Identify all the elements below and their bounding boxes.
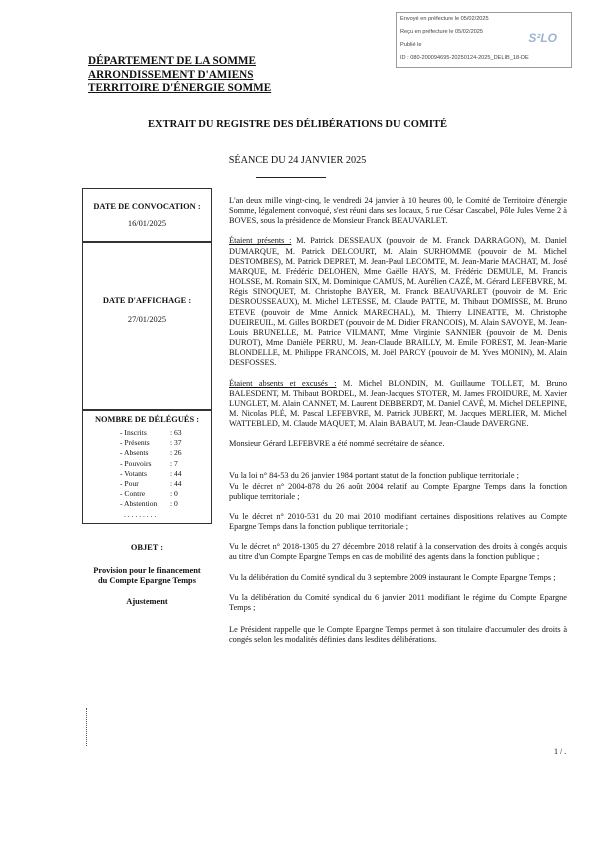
count-row: - Inscrits : 63 [120,428,182,437]
absents-list: M. Michel BLONDIN, M. Guillaume TOLLET, M. Bruno BALESDENT, M. Thibaut BORDEL, M. Jean-Jacques STOTER, M. James FROIDURE, M. Xavier LUNGLET, M. Alain CANNET, M. Laurent DEBBERDT, M. Daniel CAVÉ, M. Michel DELEPINE, M. Nicolas PLÉ, M. Pascal LEFEBVRE, M. Patrick JUBERT, M. Jacques MERLIER, M. Michel WATTEBLED, M. Claude MAQUET, M. Alain BABAUT, M. Jean-Claude DAVERGNE. [229,378,567,429]
stamp-published-line: Publié le [400,42,422,48]
affichage-date: 27/01/2025 [127,315,167,324]
dept-line-3: TERRITOIRE D'ÉNERGIE SOMME [88,82,272,94]
stamp-received-line: Reçu en préfecture le 05/02/2025 [400,29,484,35]
seance-date: SÉANCE DU 24 JANVIER 2025 [228,155,367,166]
presents-paragraph [229,236,567,368]
affichage-box [82,242,212,410]
count-row: - Absents : 26 [120,448,182,458]
margin-dotted-line [86,708,87,746]
delegues-label: NOMBRE DE DÉLÉGUÉS : [94,415,199,424]
convocation-label: DATE DE CONVOCATION : [93,202,201,211]
stamp-id-line: ID : 080-200094695-20250124-2025_DELIB_18-DE [400,55,529,61]
delegues-counts [120,428,182,520]
document-title: EXTRAIT DU REGISTRE DES DÉLIBÉRATIONS DU COMITÉ [148,119,447,130]
affichage-label: DATE D'AFFICHAGE : [102,296,192,305]
objet-line-2: du Compte Epargne Temps [98,576,196,585]
count-row: - Présents : 37 [120,438,182,448]
count-row: - Abstention : 0 [120,499,178,509]
rappel-paragraph: Le Président rappelle que le Compte Epargne Temps permet à son titulaire d'accumuler des droits à congés selon les modalités définies dans lesdites délibérations. [229,625,567,645]
dept-line-2: ARRONDISSEMENT D'AMIENS [88,68,254,81]
objet-section [82,543,212,607]
count-row: - Pour : 44 [120,479,182,489]
convocation-date: 16/01/2025 [127,219,167,228]
count-dots: . . . . . . . . . [124,509,157,519]
absents-paragraph [229,379,567,430]
count-row: - Votants : 44 [120,468,182,478]
dept-line-1: DÉPARTEMENT DE LA SOMME [88,55,256,67]
prefecture-stamp [396,12,572,68]
presents-label: Étaient présents : [229,236,292,246]
count-row: - Contre : 0 [120,489,178,499]
vu-deliberation-2011: Vu la délibération du Comité syndical du 6 janvier 2011 modifiant le régime du Compte Epargne Temps ; [229,592,567,612]
vu-decret-2010: Vu le décret n° 2010-531 du 20 mai 2010 modifiant certaines dispositions relatives au Compte Epargne Temps dans la fonction publique territoriale ; [229,511,567,532]
vu-decret-2018: Vu le décret n° 2018-1305 du 27 décembre 2018 relatif à la conservation des droits à congés acquis au titre d'un Compte Epargne Temps en cas de mobilité des agents dans la fonction publique ; [229,542,567,562]
intro-paragraph: L'an deux mille vingt-cinq, le vendredi 24 janvier à 10 heures 00, le Comité de Territoire d'énergie Somme, légalement convoqué, s'est réuni dans ses locaux, 5 rue César Cascabel, Pôle Jules Verne 2 à BOVES, sous la présidence de Monsieur Franck BEAUVARLET. [229,196,567,226]
s2lo-logo: S²LO [528,31,557,45]
absents-label: Étaient absents et excusés : [229,378,337,388]
presents-list: M. Patrick DESSEAUX (pouvoir de M. Franck DARRAGON), M. Daniel DUMARQUE, M. Patrick DELCOURT, M. Alain SURHOMME (pouvoir de M. Michel DESTOMBES), M. Patrick DEPRET, M. Jean-Paul LECOMTE, M. Jean-Marie MACHAT, M. José MARQUE, M. Frédéric DELOHEN, Mme Gaëlle HAYS, M. Frédéric DEMULE, M. Francis HOLSSE, M. Romain SIX, M. Dominique CAMUS, M. Aurélien CAZÉ, M. Gérard LEFEBVRE, M. Régis SINOQUET, M. Christophe BAYER, M. Franck BEAUVARLET (pouvoir de M. Eric DESROUSSEAUX), M. Michel LETESSE, M. Claude PATTE, M. Thibaut DOMISSE, M. Bruno ETEVE (pouvoir de Mme Annick MARECHAL), M. Thierry LINEATTE, M. Christophe DUEIREUIL, M. Gilles BORDET (pouvoir de M. Didier FRANCOIS), M. Alain SAVOYE, M. Jean-Louis BRUNELLE, M. Patrice VILMANT, Mme Virginie SANNIER (pouvoir de M. Denis DUROT), Mme Danièle PERRU, M. Jean-Claude BRAILLY, M. Emile FOREST, M. Jean-Marie BLONDELLE, M. Philippe FRANCOIS, M. Joël PARCY (pouvoir de M. Yves MONIN), M. Alain DESFOSSES. [229,236,567,368]
department-header [88,55,271,96]
left-column [82,188,212,758]
secretary-paragraph: Monsieur Gérard LEFEBVRE a été nommé secrétaire de séance. [229,439,445,449]
vu-decret-2004: Vu le décret n° 2004-878 du 26 août 2004 relatif au Compte Epargne Temps dans la fonction publique territoriale ; [229,481,567,501]
seance-underline [256,177,326,178]
stamp-sent-line: Envoyé en préfecture le 05/02/2025 [400,16,489,22]
vu-deliberation-2009: Vu la délibération du Comité syndical du 3 septembre 2009 instaurant le Compte Epargne Temps ; [229,572,556,582]
page-number: 1 / . [554,747,567,756]
vu-loi-1984: Vu la loi n° 84-53 du 26 janvier 1984 portant statut de la fonction publique territoriale ; [229,471,519,481]
objet-line-1: Provision pour le financement [93,565,201,575]
convocation-box [82,188,212,242]
objet-label: OBJET : [130,543,164,552]
main-text [229,196,567,645]
count-row: - Pouvoirs : 7 [120,458,178,468]
objet-line-3: Ajustement [126,596,168,606]
